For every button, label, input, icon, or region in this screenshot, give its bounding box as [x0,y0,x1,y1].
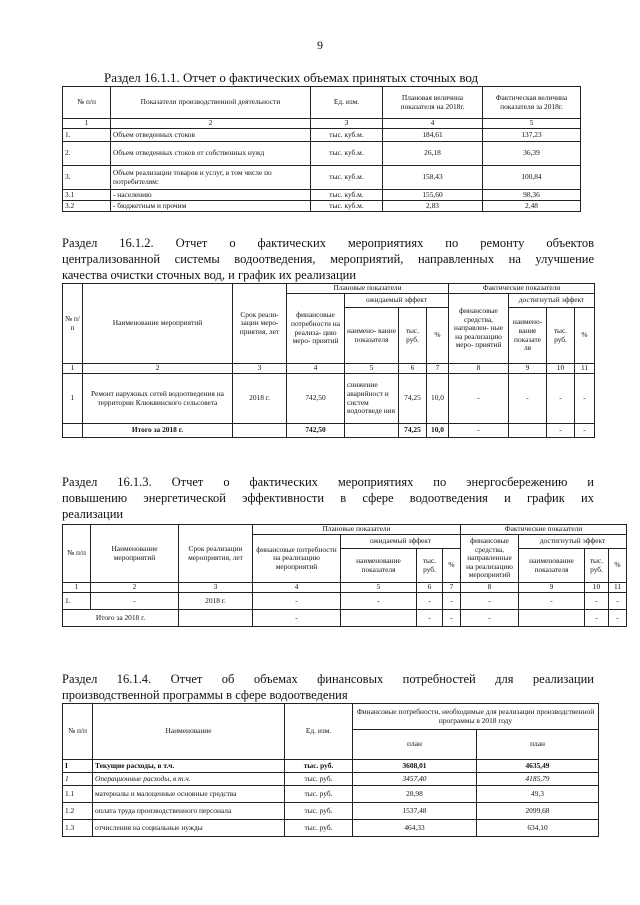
table-row: I Текущие расходы, в т.ч. тыс. руб. 3608,01 4635,49 [63,760,599,773]
table-row: 2. Объем отведенных стоков от собственных нужд тыс. куб.м. 26,18 36,39 [63,142,581,166]
section-16-1-4-title-line-1: Раздел 16.1.4. Отчет об объемах финансовых потребностей для реализации [62,672,594,686]
page-number: 9 [317,38,323,52]
column-number-row: 1 2 3 4 5 6 7 8 9 10 11 [63,364,595,374]
table-row: 1. Объем отведенных стоков тыс. куб.м. 184,61 137,23 [63,129,581,142]
total-row: Итого за 2018 г. - - - - - - [63,610,627,627]
table-row: 1. - 2018 г. - - - - - - - - [63,593,627,610]
table-row: 3.2 - бюджетным и прочим тыс. куб.м. 2,83 2,48 [63,201,581,212]
section-16-1-3-title-line-2: повышению энергетической эффективности в сфере водоотведения и график их [62,491,594,505]
table-16-1-3: № п/п Наименование мероприятий Срок реализации мероприятия, лет Плановые показатели Фактические показатели финансовые потребности на реализацию мероприятий ожидаемый эффект финансовые средства, направленные на реализацию мероприятий достигнутый эффект наименование показателя тыс. руб. % наименование показателя тыс. руб. % 1 2 3 4 5 6 7 8 9 10 11 1. - 2018 г. - - - - - - - - Итого за 2018 г. - - - - - - [62,524,627,627]
section-16-1-3-title-line-1: Раздел 16.1.3. Отчет о фактических мероприятиях по энергосбережению и [62,475,594,489]
col-header-unit: Ед. изм. [311,87,383,119]
section-16-1-2-title-line-3: качества очистки сточных вод, и график их реализации [62,268,357,282]
table-row: 1 Ремонт наружных сетей водоотведения на территории Клюквинского сельсовета 2018 г. 742,50 снижение аварийност и систем водоотведе ния 74,25 10,0 - - - - [63,374,595,424]
section-16-1-3-title-line-3: реализации [62,507,124,521]
section-16-1-4-title-line-2: производственной программы в сфере водоотведения [62,688,348,702]
table-16-1-4: № п/п Наименование Ед. изм. Финансовые потребности, необходимые для реализации производственной программы в 2018 году план план I Текущие расходы, в т.ч. тыс. руб. 3608,01 4635,49 1 Операционные расходы, в т.ч. тыс. руб. 3457,40 4185,79 1.1 материалы и малоценные основные средства тыс. руб. 28,98 49,3 1.2 оплата труда производственного персонала тыс. руб. 1537,48 2099,68 1.3 отчисления на социальные нужды тыс. руб. 464,33 634,10 [62,703,599,837]
col-header-num: № п/п [63,87,111,119]
table-row: 3. Объем реализации товаров и услуг, в том числе по потребителям: тыс. куб.м. 158,43 100,84 [63,166,581,190]
table-16-1-1 [62,86,581,212]
column-number-row: 1 2 3 4 5 [63,119,581,129]
section-16-1-2-title-line-1: Раздел 16.1.2. Отчет о фактических мероприятиях по ремонту объектов [62,236,594,250]
col-header-fact: Фактическая величина показателя за 2018г. [483,87,581,119]
col-header-plan: Плановая величина показателя на 2018г. [383,87,483,119]
table-row: 3.1 - населению тыс. куб.м. 155,60 98,36 [63,190,581,201]
table-row: 1 Операционные расходы, в т.ч. тыс. руб. 3457,40 4185,79 [63,773,599,786]
table-row: 1.3 отчисления на социальные нужды тыс. руб. 464,33 634,10 [63,820,599,837]
table-row: 1.1 материалы и малоценные основные средства тыс. руб. 28,98 49,3 [63,786,599,803]
table-row: 1.2 оплата труда производственного персонала тыс. руб. 1537,48 2099,68 [63,803,599,820]
column-number-row: 1 2 3 4 5 6 7 8 9 10 11 [63,583,627,593]
col-header-indicator: Показатели производственной деятельности [111,87,311,119]
section-16-1-1-title: Раздел 16.1.1. Отчет о фактических объемах принятых сточных вод [104,70,479,85]
section-16-1-2-title-line-2: централизованной системы водоотведения, мероприятий, направленных на улучшение [62,252,594,266]
total-row: Итого за 2018 г. 742,50 74,25 10,0 - - - [63,424,595,438]
table-16-1-2: № п/п Наименование мероприятий Срок реали- зации меро- приятия, лет Плановые показатели Фактические показатели финансовые потребности на реализа- цию меро- приятий ожидаемый эффект финансовые средства, направлен- ные на реализацию меро- приятий достигнутый эффект наимено- вание показателя тыс. руб. % наимено- вание показате ля тыс. руб. % 1 2 3 4 5 6 7 8 9 10 11 1 Ремонт наружных сетей водоотведения на территории Клюквинского сельсовета 2018 г. 742,50 снижение аварийност и систем водоотведе ния 74,25 10,0 - - - - Итого за 2018 г. 742,50 74,25 10,0 - - - [62,283,595,438]
